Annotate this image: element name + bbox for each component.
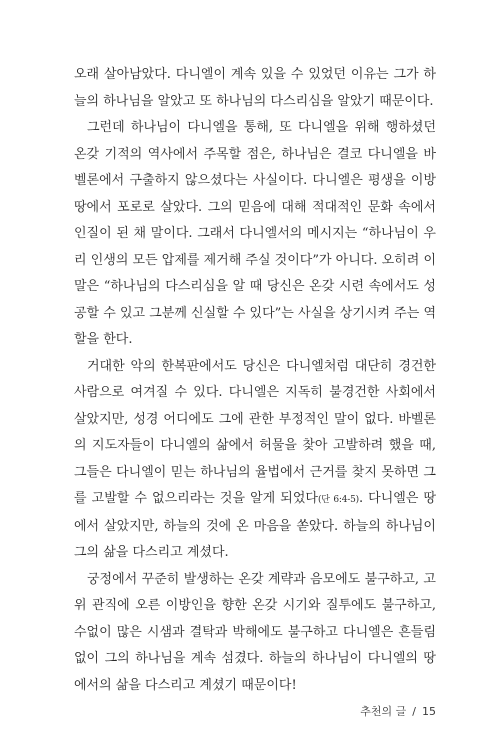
page-number: 15 (422, 705, 436, 718)
footer-separator: / (412, 705, 416, 718)
paragraph (74, 354, 436, 567)
paragraph-text: . 다니엘은 땅에서 살았지만, 하늘의 것에 온 마음을 쏟았다. 하늘의 하나님이 그의 삶을 다스리고 계셨다. (74, 491, 437, 560)
paragraph: 그런데 하나님이 다니엘을 통해, 또 다니엘을 위해 행하셨던 온갖 기적의 역사에서 주목할 점은, 하나님은 결코 다니엘을 바벨론에서 구출하지 않으셨다는 사실이다. 다니엘은 평생을 이방 땅에서 포로로 살았다. 그의 믿음에 대해 적대적인 문화 속에서 인질이 된 채 말이다. 그래서 다니엘서의 메시지는 “하나님이 우리 인생의 모든 압제를 제거해 주실 것이다”가 아니다. 오히려 이 말은 “하나님의 다스리심을 알 때 당신은 온갖 시련 속에서도 성공할 수 있고 그분께 신실할 수 있다”는 사실을 상기시켜 주는 역할을 한다. (74, 120, 436, 347)
page-footer (360, 703, 436, 719)
paragraph-text: 거대한 악의 한복판에서도 당신은 다니엘처럼 대단히 경건한 사람으로 여겨질 수 있다. 다니엘은 지독히 불경건한 사회에서 살았지만, 성경 어디에도 그에 관한 부정적인 말이 없다. 바벨론의 지도자들이 다니엘의 삶에서 허물을 찾아 고발하려 했을 때, 그들은 다니엘이 믿는 하나님의 율법에서 근거를 찾지 못하면 그를 고발할 수 없으리라는 것을 알게 되었다 (74, 358, 436, 506)
body-text (74, 62, 436, 699)
scripture-reference: (단 6:4-5) (317, 495, 359, 505)
paragraph: 궁정에서 꾸준히 발생하는 온갖 계략과 음모에도 불구하고, 고위 관직에 오른 이방인을 향한 온갖 시기와 질투에도 불구하고, 수없이 많은 시샘과 결탁과 박해에도 불구하고 다니엘은 흔들림 없이 그의 하나님을 계속 섬겼다. 하늘의 하나님이 다니엘의 땅에서의 삶을 다스리고 계셨기 때문이다! (74, 571, 436, 693)
paragraph: 오래 살아남았다. 다니엘이 계속 있을 수 있었던 이유는 그가 하늘의 하나님을 알았고 또 하나님의 다스리심을 알았기 때문이다. (74, 67, 436, 109)
section-title: 추천의 글 (360, 705, 407, 718)
